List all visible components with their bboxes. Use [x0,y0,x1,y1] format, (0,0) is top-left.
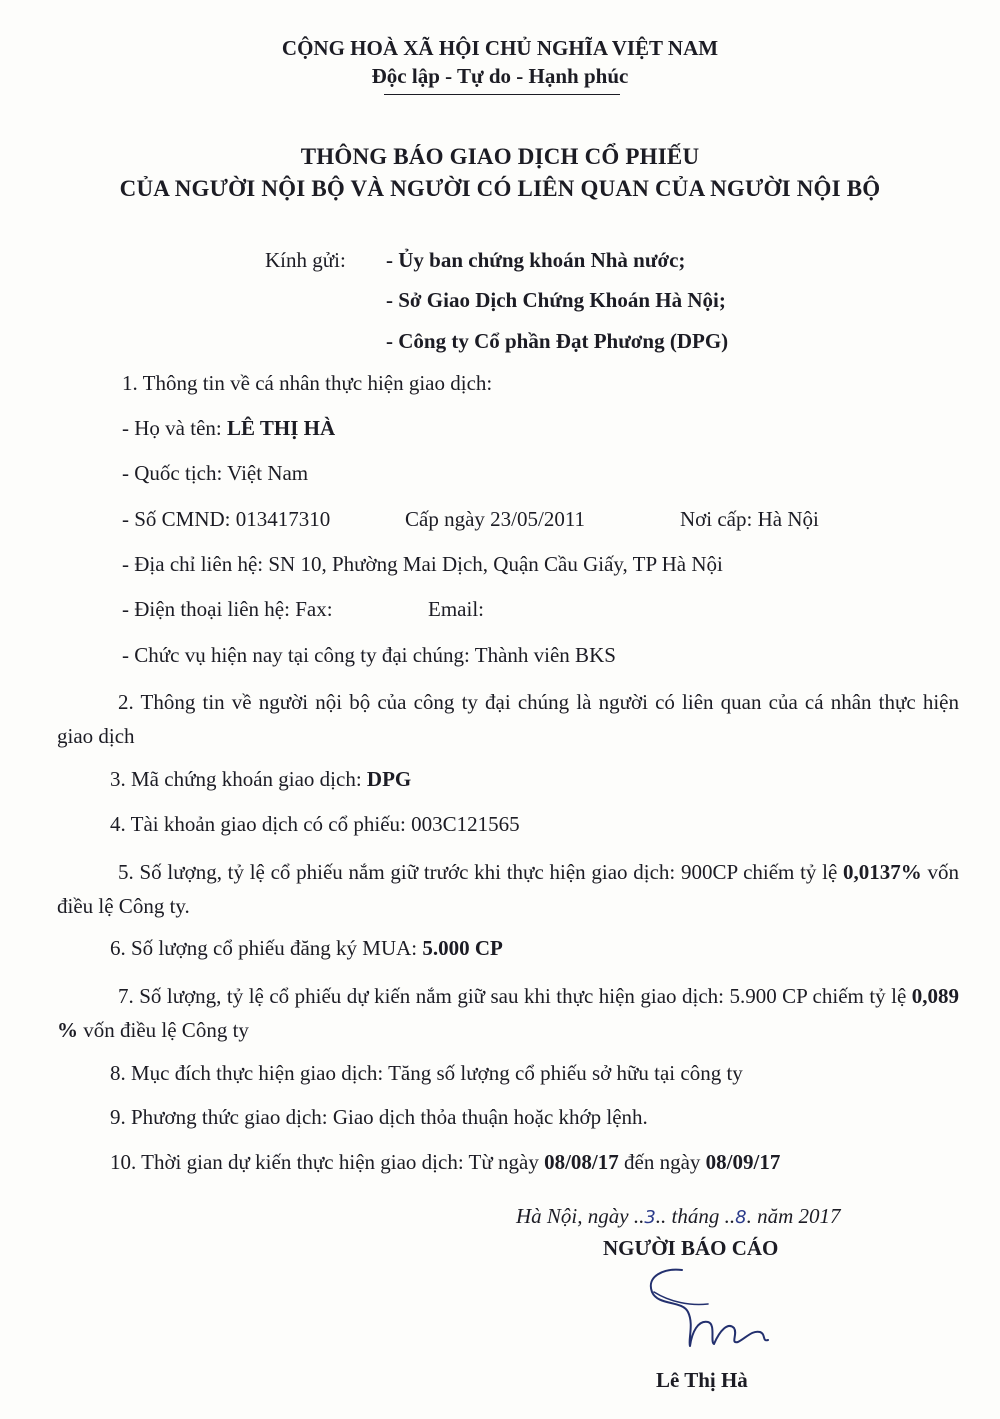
place-date-prefix: Hà Nội, ngày .. [516,1204,645,1228]
year-part: . năm 2017 [746,1204,841,1228]
section8-row: 8. Mục đích thực hiện giao dịch: Tăng số lượng cổ phiếu sở hữu tại công ty [110,1061,743,1085]
section4-row: 4. Tài khoản giao dịch có cổ phiếu: 003C121565 [110,812,520,836]
phone-fax-row: - Điện thoại liên hệ: Fax: [122,597,333,621]
id-issue-place: Nơi cấp: Hà Nội [680,507,819,531]
section7-ratio: 0,089 % [57,984,959,1042]
section5-text [57,855,959,923]
recipient-hnx: - Sở Giao Dịch Chứng Khoán Hà Nội; [386,288,726,312]
country-name: CỘNG HOÀ XÃ HỘI CHỦ NGHĨA VIỆT NAM [281,36,719,60]
recipient-dpg: - Công ty Cổ phần Đạt Phương (DPG) [386,329,729,353]
section5-ratio: 0,0137% [843,860,922,884]
address-row: - Địa chỉ liên hệ: SN 10, Phường Mai Dịch, Quận Cầu Giấy, TP Hà Nội [122,552,723,576]
id-number: - Số CMND: 013417310 [122,507,331,531]
section5-part1: 5. Số lượng, tỷ lệ cổ phiếu nắm giữ trước khi thực hiện giao dịch: 900CP chiếm tỷ lệ [118,860,844,884]
section10-mid: đến ngày [618,1150,706,1174]
email-row: Email: [428,597,484,621]
report-month: 8 [735,1207,747,1228]
section6-row [110,936,503,961]
buy-quantity-value: 5.000 CP [422,936,503,960]
date-from: 08/08/17 [544,1150,619,1174]
section3-row [110,767,411,792]
document-title: THÔNG BÁO GIAO DỊCH CỔ PHIẾU [300,144,700,169]
recipients-label: Kính gửi: [265,248,346,272]
document-subtitle: CỦA NGƯỜI NỘI BỘ VÀ NGƯỜI CÓ LIÊN QUAN CỦA NGƯỜI NỘI BỘ [119,176,881,201]
buy-quantity-label: 6. Số lượng cổ phiếu đăng ký MUA: [110,936,423,960]
reporter-label: NGƯỜI BÁO CÁO [603,1236,779,1260]
section2-text: 2. Thông tin về người nội bộ của công ty đại chúng là người có liên quan của cá nhân thực hiện giao dịch [57,690,959,748]
position-row: - Chức vụ hiện nay tại công ty đại chúng: Thành viên BKS [122,643,616,667]
recipient-ssc: - Ủy ban chứng khoán Nhà nước; [386,248,686,272]
ticker-label: 3. Mã chứng khoán giao dịch: [110,767,367,791]
place-date [516,1204,841,1229]
signature [630,1262,800,1362]
section10-label: 10. Thời gian dự kiến thực hiện giao dịch: Từ ngày [110,1150,545,1174]
section9-row: 9. Phương thức giao dịch: Giao dịch thỏa thuận hoặc khớp lệnh. [110,1105,648,1129]
header-underline [384,94,620,95]
section10-row [110,1150,780,1175]
section1-heading: 1. Thông tin về cá nhân thực hiện giao dịch: [122,371,493,395]
section7-text [57,979,959,1047]
national-motto: Độc lập - Tự do - Hạnh phúc [371,64,629,88]
month-prefix: .. tháng .. [655,1204,736,1228]
name-value: LÊ THỊ HÀ [226,416,336,440]
name-label: - Họ và tên: [122,416,227,440]
ticker-value: DPG [366,767,412,791]
section7-part2: vốn điều lệ Công ty [78,1018,249,1042]
name-row [122,416,335,441]
signature-icon [630,1262,800,1362]
section7-part1: 7. Số lượng, tỷ lệ cổ phiếu dự kiến nắm giữ sau khi thực hiện giao dịch: 5.900 CP chiếm tỷ lệ [118,984,912,1008]
date-to: 08/09/17 [705,1150,781,1174]
signer-name: Lê Thị Hà [656,1368,748,1392]
nationality-row: - Quốc tịch: Việt Nam [122,461,309,485]
report-day: 3 [644,1207,656,1228]
id-issue-date: Cấp ngày 23/05/2011 [405,507,586,531]
section5-part2: vốn điều lệ Công ty. [57,860,960,918]
